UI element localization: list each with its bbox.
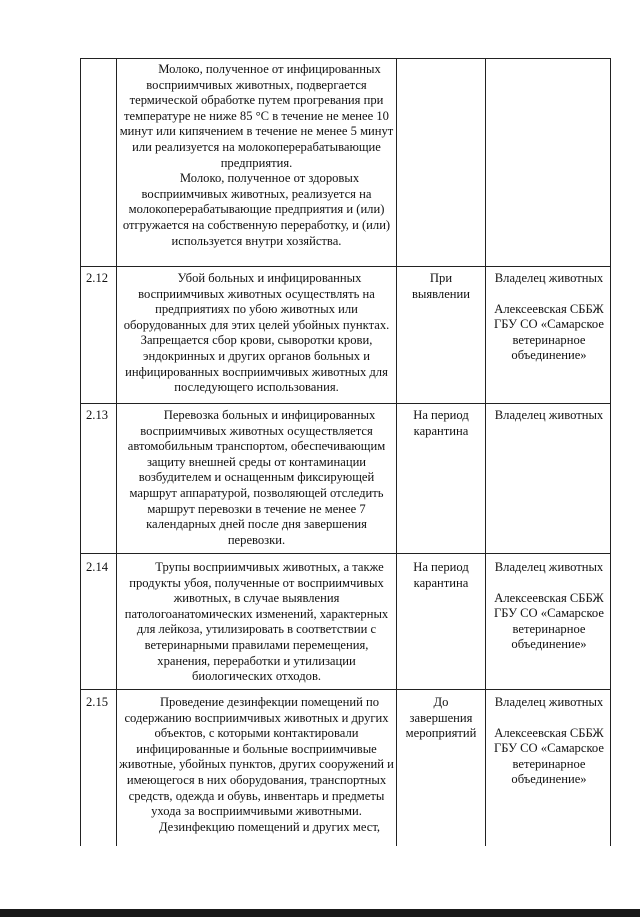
table-border-left (80, 58, 81, 846)
row-term: На период карантина (413, 560, 469, 590)
row-responsible (490, 560, 608, 653)
scan-edge (0, 909, 640, 917)
measure-paragraph: Трупы восприимчивых животных, а также продукты убоя, полученные от восприимчивых животных, в случае выявления патологоанатомических изменений, характерных для лейкоза, утилизировать в соответствии с ветеринарными правилами перемещения, хранения, переработки и утилизации биологических отходов. (124, 560, 389, 684)
measure-paragraph: Проведение дезинфекции помещений по содержанию восприимчивых животных и других объектов, с которыми контактировали инфицированные и больные восприимчивые животные, убойных пунктов, других сооружений и имеющегося в них оборудования, транспортных средств, одежда и обувь, инвентарь и предметы ухода за восприимчивыми животными. (119, 695, 394, 819)
responsible-agency: Алексеевская СББЖ ГБУ СО «Самарское ветеринарное объединение» (494, 301, 604, 363)
row-responsible (490, 271, 608, 364)
row-term: До завершения мероприятий (405, 695, 477, 741)
row-number: 2.15 (86, 695, 109, 709)
row-responsible (490, 408, 608, 424)
responsible-agency: Алексеевская СББЖ ГБУ СО «Самарское ветеринарное объединение» (494, 725, 604, 787)
row-separator (80, 403, 611, 404)
responsible-owner: Владелец животных (494, 560, 604, 574)
responsible-agency: Алексеевская СББЖ ГБУ СО «Самарское ветеринарное объединение» (494, 590, 604, 652)
row-cont-text (117, 62, 396, 249)
measure-paragraph: Молоко, полученное от здоровых восприимчивых животных, реализуется на молокоперерабатывающие предприятия и (или) отгружается на собственную переработку, и (или) используется внутри хозяйства. (122, 171, 391, 248)
measure-paragraph: Молоко, полученное от инфицированных восприимчивых животных, подвергается термической обработке путем прогревания при температуре не ниже 85 °C в течение не менее 10 минут или кипячением в течение не менее 5 минут или реализуется на молокоперерабатывающие предприятия. (119, 62, 394, 170)
table-divider-text (396, 58, 397, 846)
row-2-14-text (117, 560, 396, 685)
responsible-owner: Владелец животных (494, 408, 604, 422)
row-number: 2.14 (86, 560, 109, 574)
measure-paragraph: Перевозка больных и инфицированных восприимчивых животных осуществляется автомобильным транспортом, обеспечивающим защиту внешней среды от контаминации возбудителем и оснащенным фиксирующей маршрут аппаратурой, позволяющей отследить маршрут перевозки в течение не менее 7 календарных дней после дня завершения перевозки. (127, 408, 386, 547)
table-border-top (80, 58, 611, 59)
measure-paragraph: Убой больных и инфицированных восприимчивых животных осуществлять на предприятиях по убою животных или оборудованных для этих целей убойных пунктах. Запрещается сбор крови, сыворотки крови, эндокринных и других органов больных и инфицированных восприимчивых животных для последующего использования. (123, 271, 390, 395)
responsible-owner: Владелец животных (494, 695, 604, 709)
responsible-owner: Владелец животных (494, 271, 604, 285)
measure-paragraph: Дезинфекцию помещений и других мест, (158, 819, 381, 834)
row-term: На период карантина (413, 408, 469, 438)
row-term: При выявлении (411, 271, 471, 301)
row-2-12-text (117, 271, 396, 396)
row-2-15-text (117, 695, 396, 835)
row-responsible (490, 695, 608, 788)
row-number: 2.13 (86, 408, 109, 422)
row-2-13-text (117, 408, 396, 548)
row-separator (80, 553, 611, 554)
table-border-right (610, 58, 611, 846)
row-separator (80, 266, 611, 267)
row-number: 2.12 (86, 271, 109, 285)
row-separator (80, 689, 611, 690)
table-divider-term (485, 58, 486, 846)
